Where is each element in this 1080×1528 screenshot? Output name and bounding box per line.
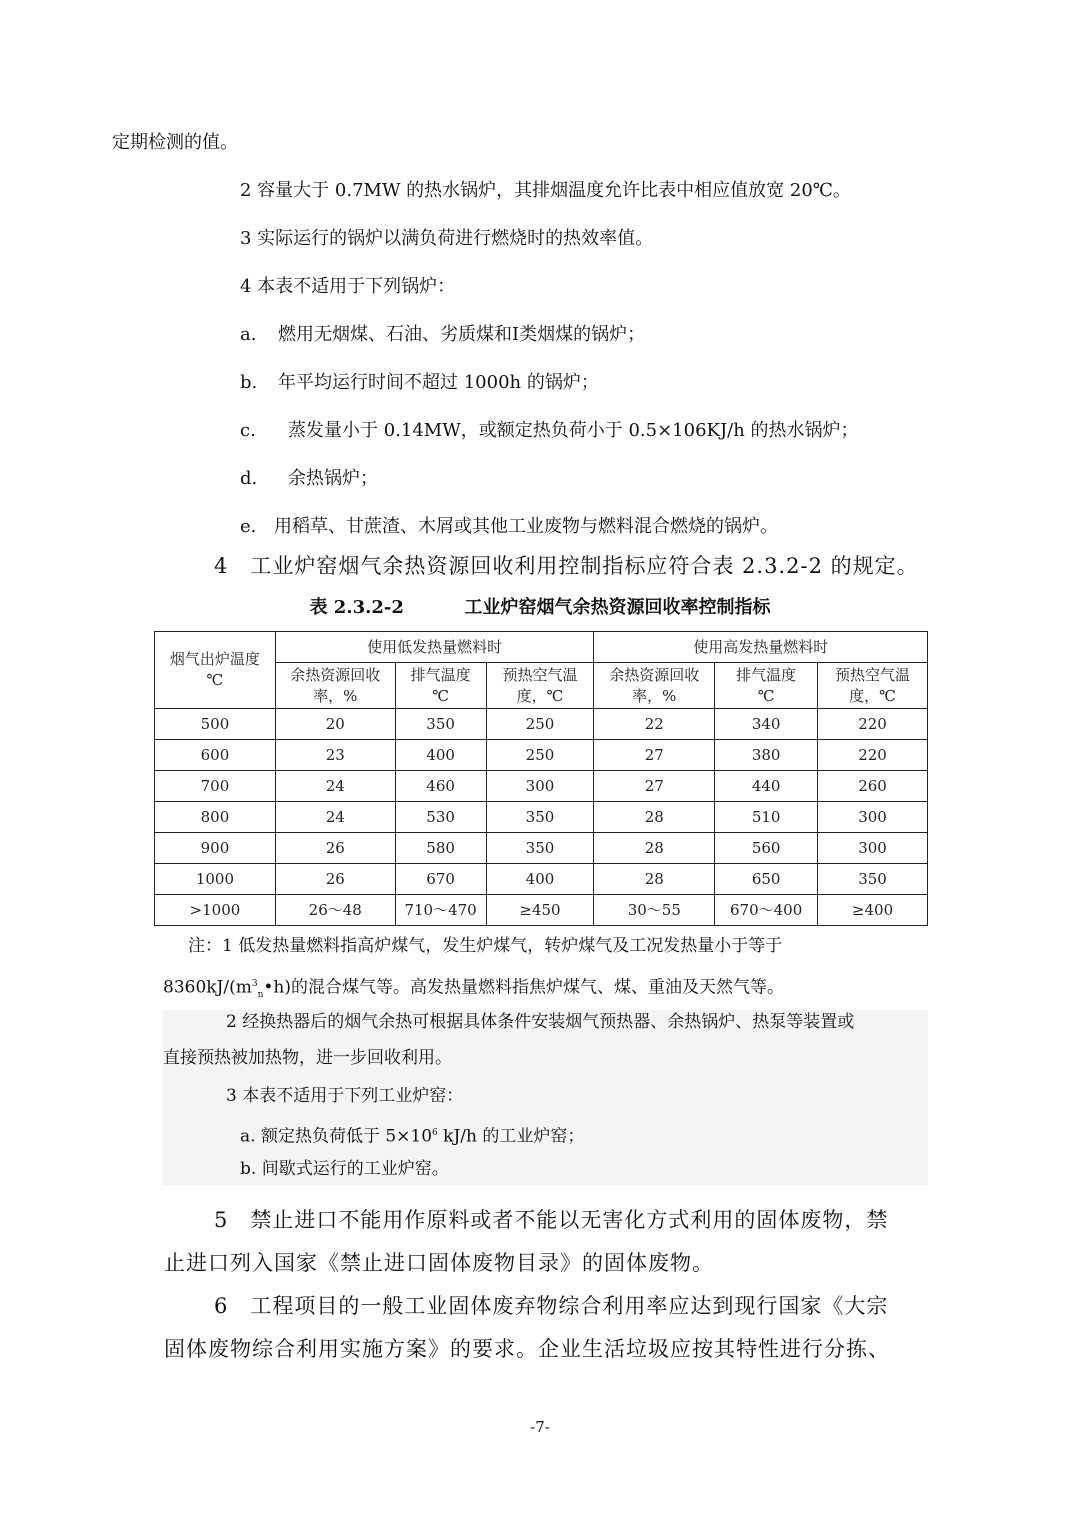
subheader-preheat-low: 预热空气温 度，℃ xyxy=(486,663,594,709)
table-cell: 30～55 xyxy=(594,895,715,926)
data-table xyxy=(154,631,928,926)
table-cell: 27 xyxy=(594,771,715,802)
table-cell: 26～48 xyxy=(275,895,395,926)
table-cell: 22 xyxy=(594,709,715,740)
list-marker-a: a. xyxy=(240,324,257,345)
table-cell: >1000 xyxy=(155,895,276,926)
list-item-a: 燃用无烟煤、石油、劣质煤和Ⅰ类烟煤的锅炉； xyxy=(278,324,646,345)
table-cell: 530 xyxy=(395,802,486,833)
table-cell: 510 xyxy=(715,802,818,833)
table-cell: 350 xyxy=(818,864,928,895)
table-cell: 1000 xyxy=(155,864,276,895)
table-cell: 650 xyxy=(715,864,818,895)
table-caption xyxy=(0,593,1080,619)
table-cell: 380 xyxy=(715,740,818,771)
subheader-preheat-high: 预热空气温 度，℃ xyxy=(818,663,928,709)
paragraph-continuation: 定期检测的值。 xyxy=(112,132,238,153)
header-flue-gas-temp: 烟气出炉温度 ℃ xyxy=(155,632,276,709)
note-3b: b. 间歇式运行的工业炉窑。 xyxy=(240,1159,449,1179)
table-cell: 710～470 xyxy=(395,895,486,926)
table-cell: 500 xyxy=(155,709,276,740)
table-cell: 24 xyxy=(275,771,395,802)
table-cell: 27 xyxy=(594,740,715,771)
note-item-2: 2 容量大于 0.7MW 的热水锅炉，其排烟温度允许比表中相应值放宽 20℃。 xyxy=(240,180,851,201)
subheader-recovery-high: 余热资源回收 率，% xyxy=(594,663,715,709)
table-cell: 28 xyxy=(594,802,715,833)
table-cell: 800 xyxy=(155,802,276,833)
list-item-c: 蒸发量小于 0.14MW，或额定热负荷小于 0.5×106KJ/h 的热水锅炉； xyxy=(288,420,859,441)
table-cell: 250 xyxy=(486,709,594,740)
clause-6-line1: 6 工程项目的一般工业固体废弃物综合利用率应达到现行国家《大宗 xyxy=(214,1294,889,1318)
note-1-line1: 注：1 低发热量燃料指高炉煤气，发生炉煤气，转炉煤气及工况发热量小于等于 xyxy=(188,936,783,956)
table-cell: 700 xyxy=(155,771,276,802)
table-cell: 440 xyxy=(715,771,818,802)
note-1-line2: $8360kJ/(m^3_n•h)$的混合煤气等。高发热量燃料指焦炉煤气、煤、重油及天然气等。 xyxy=(163,977,785,1001)
table-cell: 670～400 xyxy=(715,895,818,926)
table-title: 工业炉窑烟气余热资源回收率控制指标 xyxy=(464,597,771,618)
note-2-line1: 2 经换热器后的烟气余热可根据具体条件安装烟气预热器、余热锅炉、热泵等装置或 xyxy=(226,1012,855,1032)
table-row xyxy=(155,771,928,802)
table-row xyxy=(155,802,928,833)
table-cell: 600 xyxy=(155,740,276,771)
list-item-e: 用稻草、甘蔗渣、木屑或其他工业废物与燃料混合燃烧的锅炉。 xyxy=(274,516,778,537)
table-cell: 300 xyxy=(818,833,928,864)
list-marker-b: b. xyxy=(240,372,258,393)
table-cell: 24 xyxy=(275,802,395,833)
table-cell: 220 xyxy=(818,709,928,740)
table-cell: 460 xyxy=(395,771,486,802)
table-cell: 350 xyxy=(395,709,486,740)
table-cell: 670 xyxy=(395,864,486,895)
table-cell: 350 xyxy=(486,802,594,833)
note-2-line2: 直接预热被加热物，进一步回收利用。 xyxy=(163,1048,452,1068)
note-3a: a. 额定热负荷低于 $5\times 10^6$ kJ/h 的工业炉窑； xyxy=(240,1126,585,1147)
table-row xyxy=(155,709,928,740)
header-group-high: 使用高发热量燃料时 xyxy=(594,632,928,663)
subheader-recovery-low: 余热资源回收 率，% xyxy=(275,663,395,709)
header-group-low: 使用低发热量燃料时 xyxy=(275,632,594,663)
table-cell: 400 xyxy=(395,740,486,771)
list-item-d: 余热锅炉； xyxy=(288,468,378,489)
table-cell: ≥400 xyxy=(818,895,928,926)
table-row xyxy=(155,833,928,864)
table-cell: 220 xyxy=(818,740,928,771)
clause-5-line1: 5 禁止进口不能用作原料或者不能以无害化方式利用的固体废物，禁 xyxy=(214,1208,889,1232)
note-item-3: 3 实际运行的锅炉以满负荷进行燃烧时的热效率值。 xyxy=(240,228,654,249)
table-cell: 350 xyxy=(486,833,594,864)
list-marker-c: c. xyxy=(240,420,256,441)
table-row xyxy=(155,740,928,771)
list-item-b: 年平均运行时间不超过 1000h 的锅炉； xyxy=(278,372,599,393)
table-cell: 260 xyxy=(818,771,928,802)
table-cell: 340 xyxy=(715,709,818,740)
list-marker-e: e. xyxy=(240,516,257,537)
page-number: -7- xyxy=(530,1418,550,1436)
subheader-exhaust-low: 排气温度 ℃ xyxy=(395,663,486,709)
table-cell: 28 xyxy=(594,833,715,864)
note-3: 3 本表不适用于下列工业炉窑： xyxy=(226,1086,464,1106)
table-cell: 300 xyxy=(818,802,928,833)
clause-6-line2: 固体废物综合利用实施方案》的要求。企业生活垃圾应按其特性进行分拣、 xyxy=(164,1337,890,1361)
table-cell: 26 xyxy=(275,833,395,864)
table-cell: ≥450 xyxy=(486,895,594,926)
table-cell: 560 xyxy=(715,833,818,864)
table-row xyxy=(155,864,928,895)
table-cell: 300 xyxy=(486,771,594,802)
clause-4-heading: 4 工业炉窑烟气余热资源回收利用控制指标应符合表 2.3.2-2 的规定。 xyxy=(214,554,919,578)
table-cell: 400 xyxy=(486,864,594,895)
clause-5-line2: 止进口列入国家《禁止进口固体废物目录》的固体废物。 xyxy=(164,1251,714,1275)
table-cell: 900 xyxy=(155,833,276,864)
subheader-exhaust-high: 排气温度 ℃ xyxy=(715,663,818,709)
list-marker-d: d. xyxy=(240,468,258,489)
table-cell: 26 xyxy=(275,864,395,895)
note-item-4: 4 本表不适用于下列锅炉： xyxy=(240,276,456,297)
table-cell: 28 xyxy=(594,864,715,895)
table-row xyxy=(155,895,928,926)
table-cell: 250 xyxy=(486,740,594,771)
table-number: 表 2.3.2-2 xyxy=(309,597,404,618)
table-cell: 23 xyxy=(275,740,395,771)
table-cell: 20 xyxy=(275,709,395,740)
table-cell: 580 xyxy=(395,833,486,864)
